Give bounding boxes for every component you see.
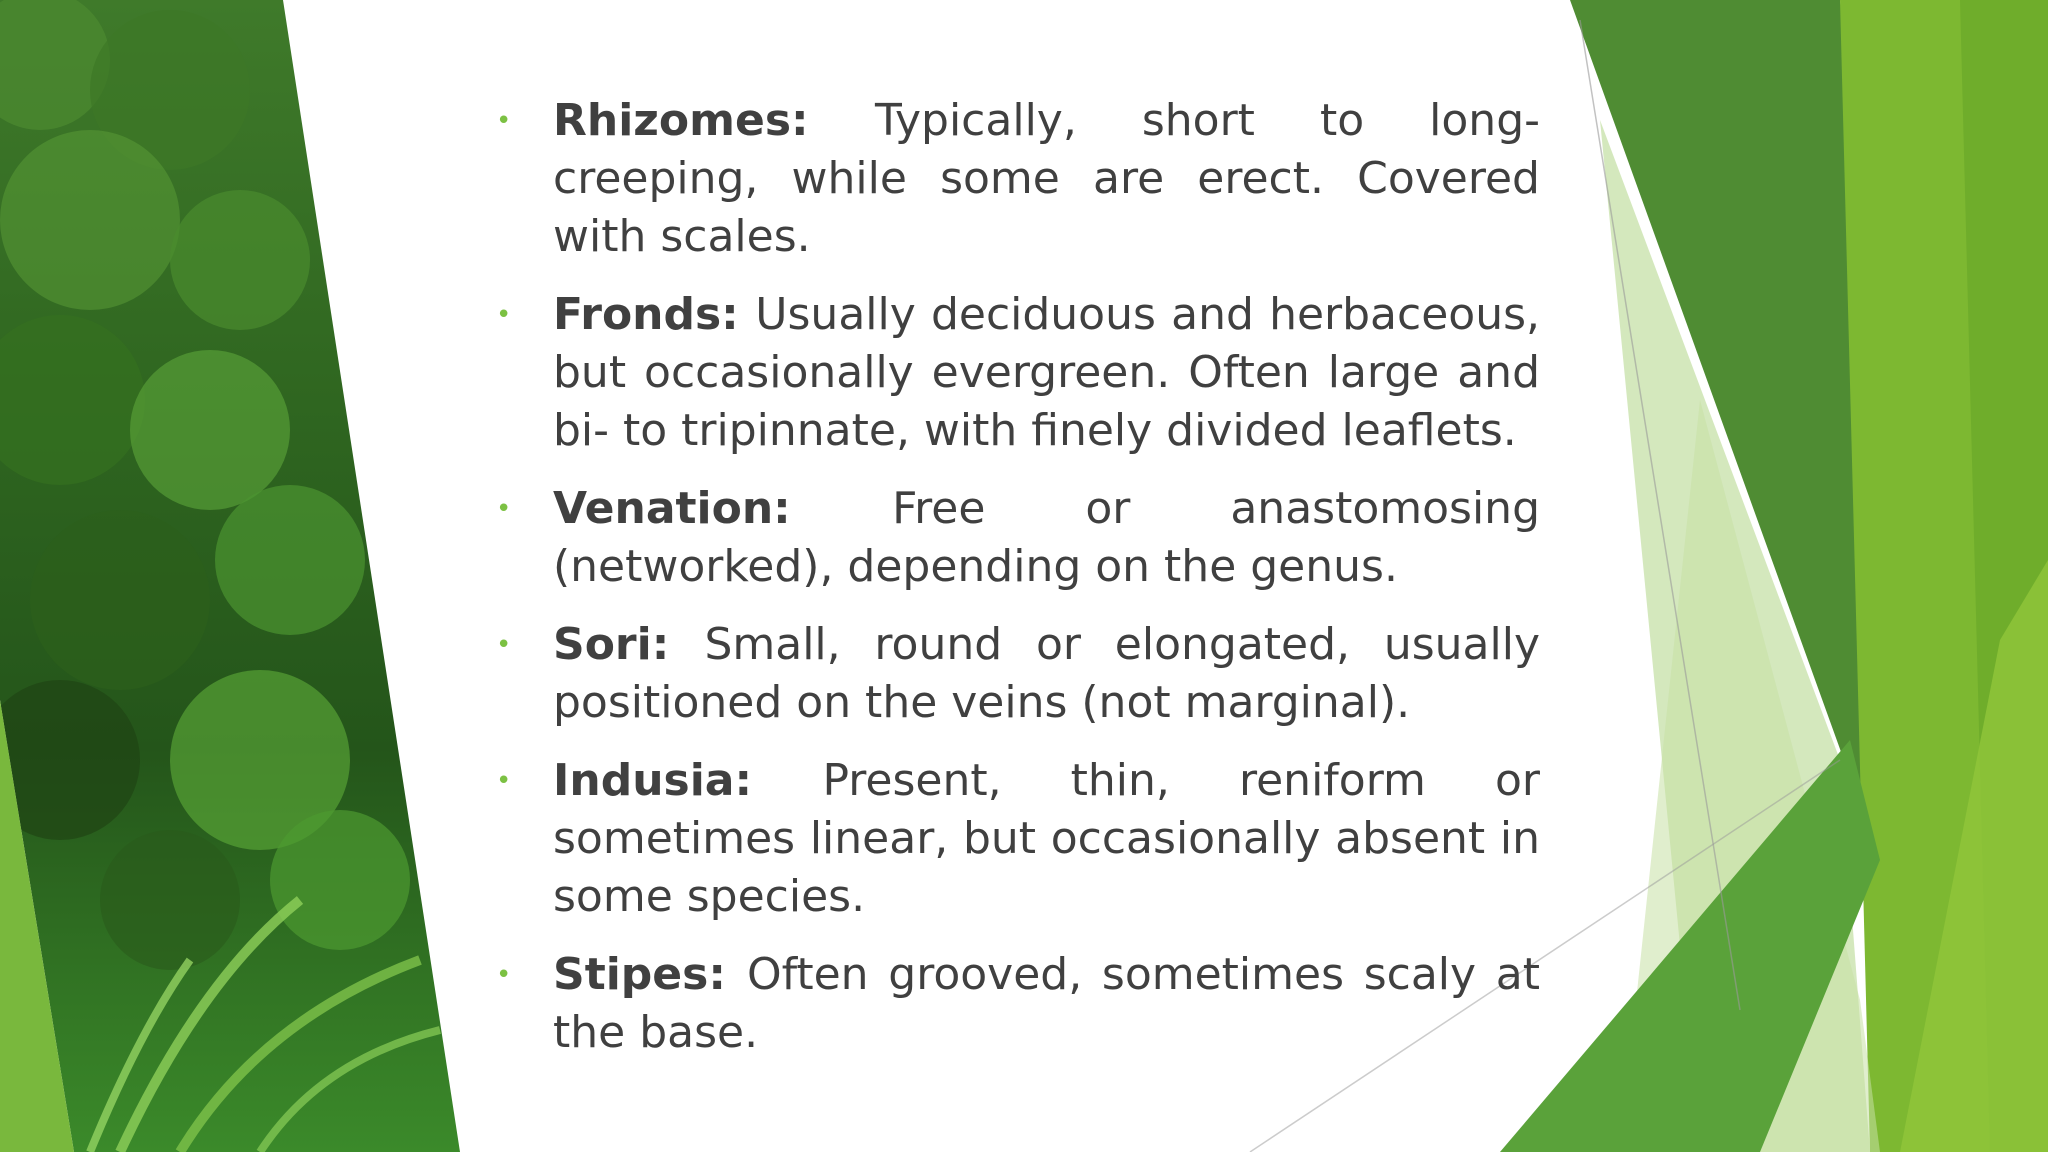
bullet-term: Venation: [553,483,893,534]
bullet-text: Present, thin, reniform or sometimes linear, but occasionally absent in some species. [553,755,1540,922]
bullet-term: Sori: [553,619,705,670]
rainforest-photo [0,0,460,1152]
bullet-marker: • [496,960,512,990]
bullet-marker: • [496,766,512,796]
bullet-term: Indusia: [553,755,823,806]
bullet-text: Usually deciduous and herbaceous, but occasionally evergreen. Often large and bi- to tripinnate, with finely divided leaflets. [553,289,1540,456]
bullet-list [490,92,1540,1082]
bullet-marker: • [496,300,512,330]
bullet-text: Often grooved, sometimes scaly at the base. [553,949,1540,1058]
bullet-marker: • [496,106,512,136]
bullet-rhizomes [490,92,1540,266]
bullet-term: Stipes: [553,949,747,1000]
bullet-marker: • [496,630,512,660]
bullet-sori [490,616,1540,732]
bullet-term: Fronds: [553,289,756,340]
bullet-text: Small, round or elongated, usually positioned on the veins (not marginal). [553,619,1540,728]
bullet-text: Free or anastomosing (networked), depending on the genus. [553,483,1540,592]
bullet-fronds [490,286,1540,460]
bullet-indusia [490,752,1540,926]
bullet-text: Typically, short to long-creeping, while some are erect. Covered with scales. [553,95,1540,262]
bullet-term: Rhizomes: [553,95,875,146]
bullet-venation [490,480,1540,596]
bullet-stipes [490,946,1540,1062]
bullet-marker: • [496,494,512,524]
